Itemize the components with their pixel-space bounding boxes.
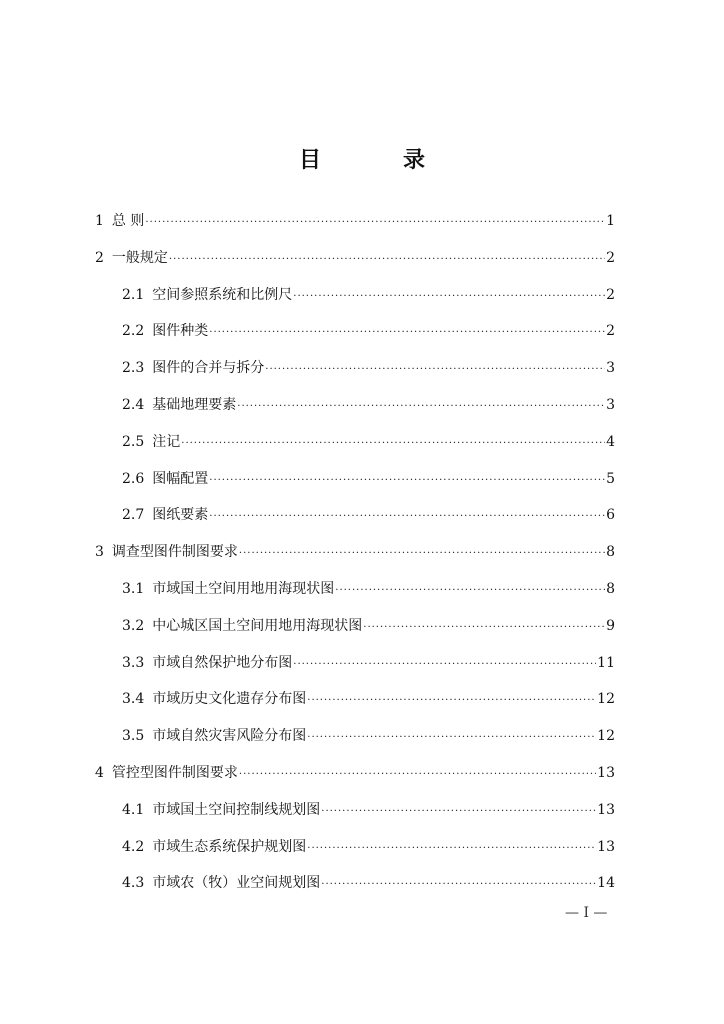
- toc-entry[interactable]: [95, 424, 615, 461]
- toc-entry-page: 2: [606, 286, 615, 303]
- toc-entry-label: 一般规定: [111, 249, 168, 266]
- toc-entry-label: 总 则: [111, 213, 145, 229]
- toc-entry-label: 市域自然灾害风险分布图: [152, 728, 307, 745]
- toc-entry[interactable]: [95, 792, 615, 829]
- toc-dot-leader: [293, 274, 605, 313]
- toc-entry-number: 3.4: [122, 691, 145, 708]
- toc-entry[interactable]: [95, 645, 615, 682]
- toc-entry[interactable]: [95, 313, 615, 350]
- toc-dot-leader: [237, 384, 605, 423]
- toc-entry-page: 3: [606, 360, 615, 377]
- toc-entry-label: 管控型图件制图要求: [111, 764, 238, 781]
- toc-entry[interactable]: [95, 718, 615, 755]
- toc-entry-label: 空间参照系统和比例尺: [152, 286, 293, 303]
- page-number: — I —: [565, 905, 608, 921]
- toc-entry-label: 图件的合并与拆分: [152, 360, 265, 377]
- toc-entry-label: 市域国土空间控制线规划图: [152, 801, 321, 818]
- toc-entry-number: 4: [95, 764, 104, 781]
- toc-entry[interactable]: [95, 681, 615, 718]
- toc-entry-number: 4.2: [122, 838, 145, 855]
- toc-entry-page: 6: [606, 507, 615, 524]
- toc-entry[interactable]: [95, 534, 615, 571]
- toc-entry-page: 13: [597, 764, 615, 781]
- toc-dot-leader: [209, 310, 605, 349]
- toc-dot-leader: [335, 568, 605, 607]
- toc-entry-label: 调查型图件制图要求: [111, 544, 238, 561]
- toc-entry-label: 图幅配置: [152, 470, 209, 487]
- toc-dot-leader: [307, 826, 596, 865]
- toc-entry-number: 3.5: [122, 728, 145, 745]
- toc-dot-leader: [363, 605, 605, 644]
- page-title: 目 录: [298, 147, 455, 173]
- toc-entry-label: 市域国土空间用地用海现状图: [152, 580, 335, 597]
- toc-dot-leader: [145, 200, 605, 239]
- table-of-contents: [95, 203, 615, 902]
- toc-entry-number: 2.2: [122, 323, 145, 340]
- toc-dot-leader: [239, 752, 596, 791]
- toc-entry-label: 市域自然保护地分布图: [152, 654, 293, 671]
- toc-entry-number: 2: [95, 249, 104, 266]
- toc-entry[interactable]: [95, 755, 615, 792]
- toc-entry-number: 4.3: [122, 875, 145, 892]
- toc-dot-leader: [321, 789, 596, 828]
- toc-entry-page: 5: [606, 470, 615, 487]
- toc-dot-leader: [293, 642, 596, 681]
- toc-entry-page: 2: [606, 323, 615, 340]
- toc-entry[interactable]: [95, 865, 615, 902]
- toc-entry-number: 2.3: [122, 360, 145, 377]
- toc-entry[interactable]: [95, 497, 615, 534]
- toc-entry-number: 3.3: [122, 654, 145, 671]
- toc-entry-page: 4: [606, 433, 615, 450]
- toc-dot-leader: [307, 715, 596, 754]
- toc-dot-leader: [307, 678, 596, 717]
- toc-entry-number: 3: [95, 544, 104, 561]
- toc-entry-label: 市域历史文化遗存分布图: [152, 691, 307, 708]
- toc-entry-page: 1: [606, 213, 615, 229]
- toc-entry-number: 1: [95, 213, 104, 229]
- toc-entry-page: 8: [606, 544, 615, 561]
- toc-entry-label: 市域生态系统保护规划图: [152, 838, 307, 855]
- toc-entry-page: 14: [597, 875, 615, 892]
- toc-entry-label: 注记: [152, 433, 181, 450]
- toc-entry-page: 12: [597, 728, 615, 745]
- toc-entry-page: 13: [597, 838, 615, 855]
- toc-entry-label: 基础地理要素: [152, 396, 237, 413]
- toc-entry-number: 3.1: [122, 580, 145, 597]
- toc-entry[interactable]: [95, 461, 615, 498]
- toc-entry-number: 2.6: [122, 470, 145, 487]
- toc-entry[interactable]: [95, 277, 615, 314]
- toc-entry-number: 3.2: [122, 617, 145, 634]
- toc-entry-page: 3: [606, 396, 615, 413]
- toc-entry-number: 2.1: [122, 286, 145, 303]
- toc-entry[interactable]: [95, 829, 615, 866]
- toc-dot-leader: [181, 421, 605, 460]
- toc-entry-number: 2.7: [122, 507, 145, 524]
- toc-dot-leader: [169, 237, 605, 276]
- toc-entry-page: 8: [606, 580, 615, 597]
- toc-dot-leader: [209, 458, 605, 497]
- toc-entry-number: 2.5: [122, 433, 145, 450]
- toc-entry-number: 4.1: [122, 801, 145, 818]
- toc-entry-page: 9: [606, 617, 615, 634]
- toc-entry-label: 图件种类: [152, 323, 209, 340]
- toc-entry[interactable]: [95, 608, 615, 645]
- toc-entry-label: 图纸要素: [152, 507, 209, 524]
- toc-entry-page: 11: [597, 654, 615, 671]
- toc-entry-page: 12: [597, 691, 615, 708]
- toc-entry[interactable]: [95, 387, 615, 424]
- toc-entry[interactable]: [95, 203, 615, 240]
- toc-dot-leader: [265, 347, 605, 386]
- toc-dot-leader: [321, 862, 596, 901]
- toc-entry[interactable]: [95, 240, 615, 277]
- toc-dot-leader: [239, 531, 605, 570]
- toc-entry[interactable]: [95, 350, 615, 387]
- toc-dot-leader: [209, 494, 605, 533]
- toc-entry-number: 2.4: [122, 396, 145, 413]
- toc-entry-page: 13: [597, 801, 615, 818]
- toc-entry-label: 市域农（牧）业空间规划图: [152, 875, 321, 892]
- toc-entry[interactable]: [95, 571, 615, 608]
- toc-entry-label: 中心城区国土空间用地用海现状图: [152, 617, 363, 634]
- toc-entry-page: 2: [606, 249, 615, 266]
